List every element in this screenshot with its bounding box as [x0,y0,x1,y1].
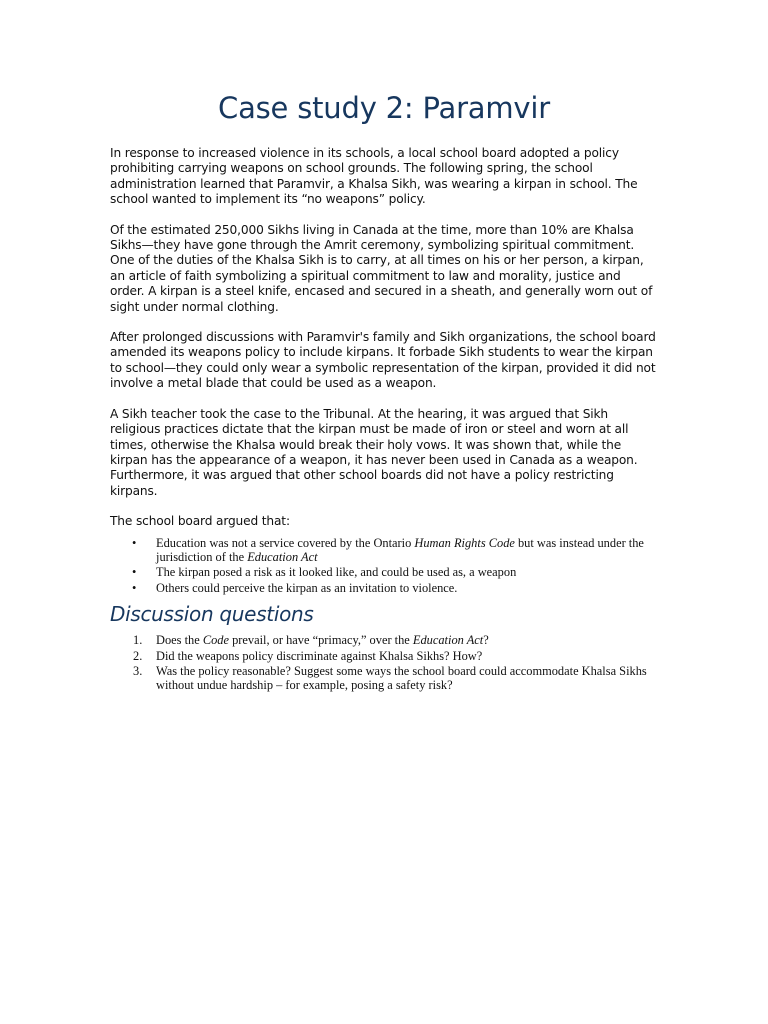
list-item: 1. Does the Code prevail, or have “primacy,” over the Education Act? [133,633,489,648]
discussion-questions-list [110,633,658,693]
board-arguments-list [110,536,658,596]
list-item: • Others could perceive the kirpan as an invitation to violence. [132,580,458,595]
question-number: 3. [133,663,143,678]
list-item: • The kirpan posed a risk as it looked like, and could be used as, a weapon [132,565,517,580]
paragraph-amendment: After prolonged discussions with Paramvir's family and Sikh organizations, the school board amended its weapons policy to include kirpans. It forbade Sikh students to wear the kirpan to school—they could only wear a symbolic representation of the kirpan, provided it did not involve a metal blade that could be used as a weapon. [110,330,656,391]
document-page [110,90,658,694]
paragraph-khalsa: Of the estimated 250,000 Sikhs living in Canada at the time, more than 10% are Khalsa Sikhs—they have gone through the Amrit ceremony, symbolizing spiritual commitment. One of the duties of the Khalsa Sikh is to carry, at all times on his or her person, a kirpan, an article of faith symbolizing a spiritual commitment to law and morality, justice and order. A kirpan is a steel knife, encased and secured in a sheath, and generally worn out of sight under normal clothing. [110,222,653,314]
bullet-icon: • [132,565,137,580]
list-item: • Education was not a service covered by the Ontario Human Rights Code but was instead under the jurisdiction of the Education Act [132,535,644,564]
question-number: 2. [133,648,143,663]
paragraph-policy: In response to increased violence in its schools, a local school board adopted a policy prohibiting carrying weapons on school grounds. The following spring, the school administration learned that Paramvir, a Khalsa Sikh, was wearing a kirpan in school. The school wanted to implement its “no weapons” policy. [110,146,638,207]
list-item: 3. Was the policy reasonable? Suggest some ways the school board could accommodate Khalsa Sikhs without undue hardship – for example, posing a safety risk? [133,663,647,693]
discussion-heading: Discussion questions [110,602,314,627]
page-title: Case study 2: Paramvir [218,91,550,125]
paragraph-board-intro: The school board argued that: [110,514,290,529]
paragraph-tribunal: A Sikh teacher took the case to the Tribunal. At the hearing, it was argued that Sikh religious practices dictate that the kirpan must be made of iron or steel and worn at all times, otherwise the Khalsa would break their holy vows. It was shown that, while the kirpan has the appearance of a weapon, it has never been used in Canada as a weapon. Furthermore, it was argued that other school boards did not have a policy restricting kirpans. [110,406,638,498]
bullet-icon: • [132,580,137,595]
question-number: 1. [133,633,143,648]
bullet-icon: • [132,535,137,550]
list-item: 2. Did the weapons policy discriminate against Khalsa Sikhs? How? [133,648,483,663]
